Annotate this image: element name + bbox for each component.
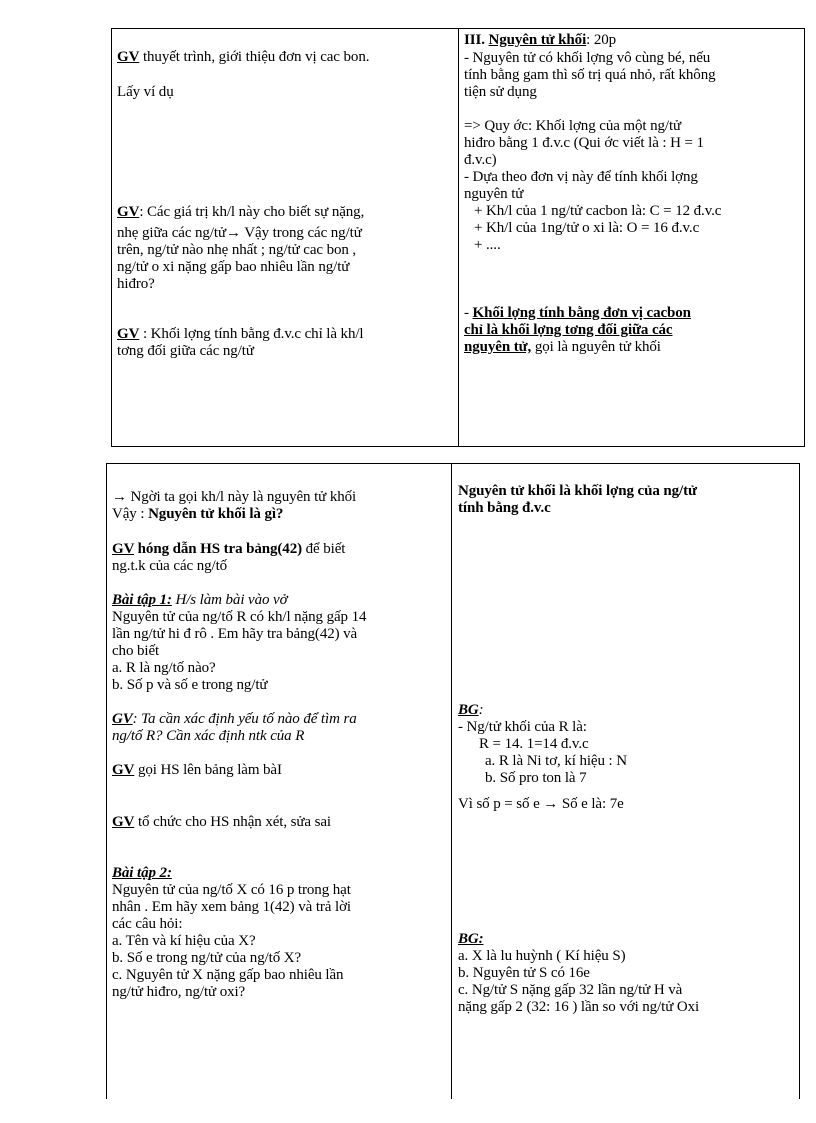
gv-organize-review: GV tổ chức cho HS nhận xét, sửa sai <box>112 814 331 830</box>
answer2-c2: nặng gấp 2 (32: 16 ) lần so với ng/tử Oxi <box>458 999 700 1015</box>
ntk-line1: → Ngời ta gọi kh/l này là nguyên tử khối <box>112 489 357 505</box>
exercise2-question-a: a. Tên và kí hiệu của X? <box>112 933 256 949</box>
para2-line2: hiđro bằng 1 đ.v.c (Qui ớc viết là : H = 1 <box>464 135 704 151</box>
gv-note-line2: tơng đối giữa các ng/tử <box>117 343 254 359</box>
ntk-line2: Vậy : Nguyên tử khối là gì? <box>112 506 284 522</box>
para3-line4: + Kh/l của 1ng/tử o xi là: O = 16 đ.v.c <box>474 220 700 236</box>
gv-intro: GV thuyết trình, giới thiệu đơn vị cac bon. <box>117 49 370 65</box>
section-heading: III. Nguyên tử khối: 20p <box>464 32 617 48</box>
answer1-line2: R = 14. 1=14 đ.v.c <box>479 736 589 752</box>
ntk-definition-line1: Nguyên tử khối là khối lợng của ng/tử <box>458 483 697 499</box>
table2-top-border <box>106 463 800 464</box>
para3-line5: + .... <box>474 237 501 253</box>
guide-line1: GV hóng dẫn HS tra bảng(42) để biết <box>112 541 346 557</box>
para3-line3: + Kh/l của 1 ng/tử cacbon là: C = 12 đ.v.c <box>474 203 722 219</box>
exercise2-question-b: b. Số e trong ng/tử của ng/tố X? <box>112 950 302 966</box>
table2-right-border <box>799 463 800 1099</box>
exercise2-line3: các câu hỏi: <box>112 916 183 932</box>
exercise2-question-c1: c. Nguyên tử X nặng gấp bao nhiêu lần <box>112 967 344 983</box>
gv-question-line2: nhẹ giữa các ng/tử→ Vậy trong các ng/tử <box>117 225 362 241</box>
answer1-a: a. R là Ni tơ, kí hiệu : N <box>485 753 627 769</box>
arrow-right-icon: → <box>543 796 559 812</box>
para3-line2: nguyên tử <box>464 186 524 202</box>
gv-question-line1: GV: Các giá trị kh/l này cho biết sự nặng, <box>117 204 365 220</box>
answer2-a: a. X là lu huỳnh ( Kí hiệu S) <box>458 948 626 964</box>
gv-note-line1: GV : Khối lợng tính bằng đ.v.c chỉ là kh/l <box>117 326 364 342</box>
exercise1-line2: lần ng/tử hi đ rô . Em hãy tra bảng(42) và <box>112 626 358 642</box>
answer1-line1: - Ng/tử khối của R là: <box>458 719 587 735</box>
answer2-label: BG: <box>458 931 484 947</box>
para2-line3: đ.v.c) <box>464 152 497 168</box>
para1-line1: - Nguyên tử có khối lợng vô cùng bé, nếu <box>464 50 711 66</box>
exercise2-line2: nhân . Em hãy xem bảng 1(42) và trả lời <box>112 899 351 915</box>
answer2-b: b. Nguyên tử S có 16e <box>458 965 590 981</box>
example-line: Lấy ví dụ <box>117 84 174 100</box>
para2-line1: => Quy ớc: Khối lợng của một ng/tử <box>464 118 682 134</box>
answer1-b: b. Số pro ton là 7 <box>485 770 587 786</box>
definition-line3: nguyên tử, gọi là nguyên tử khối <box>464 339 661 355</box>
arrow-right-icon: → <box>226 225 241 241</box>
column-divider <box>458 29 459 446</box>
exercise2-question-c2: ng/tử hiđro, ng/tử oxi? <box>112 984 246 1000</box>
exercise1-line1: Nguyên tử của ng/tố R có kh/l nặng gấp 14 <box>112 609 367 625</box>
gv-call-student: GV gọi HS lên bảng làm bàI <box>112 762 282 778</box>
para1-line3: tiện sử dụng <box>464 84 537 100</box>
arrow-right-icon: → <box>112 489 127 505</box>
table2-left-border <box>106 463 107 1099</box>
definition-line2: chỉ là khối lợng tơng đối giữa các <box>464 322 673 338</box>
exercise1-question-a: a. R là ng/tố nào? <box>112 660 216 676</box>
para1-line2: tính bằng gam thì số trị quá nhỏ, rất không <box>464 67 716 83</box>
gv-question-line4: ng/tử o xi nặng gấp bao nhiêu lần ng/tử <box>117 259 350 275</box>
answer1-conclusion: Vì số p = số e → Số e là: 7e <box>458 796 624 812</box>
guide-line2: ng.t.k của các ng/tố <box>112 558 228 574</box>
exercise2-heading: Bài tập 2: <box>112 865 172 881</box>
answer1-label: BG: <box>458 702 484 718</box>
exercise1-question-b: b. Số p và số e trong ng/tử <box>112 677 268 693</box>
para3-line1: - Dựa theo đơn vị này để tính khối lợng <box>464 169 698 185</box>
gv-hint-line2: ng/tố R? Cần xác định ntk của R <box>112 728 305 744</box>
ntk-definition-line2: tính bằng đ.v.c <box>458 500 551 516</box>
gv-question-line3: trên, ng/tử nào nhẹ nhất ; ng/tử cac bon , <box>117 242 357 258</box>
gv-question-line5: hiđro? <box>117 276 155 292</box>
exercise1-line3: cho biết <box>112 643 160 659</box>
exercise1-heading: Bài tập 1: H/s làm bài vào vở <box>112 592 288 608</box>
gv-hint-line1: GV: Ta cần xác định yếu tố nào để tìm ra <box>112 711 357 727</box>
definition-line1: - Khối lợng tính bằng đơn vị cacbon <box>464 305 691 321</box>
answer2-c1: c. Ng/tử S nặng gấp 32 lần ng/tử H và <box>458 982 683 998</box>
exercise2-line1: Nguyên tử của ng/tố X có 16 p trong hạt <box>112 882 351 898</box>
table2-middle-border <box>451 463 452 1099</box>
